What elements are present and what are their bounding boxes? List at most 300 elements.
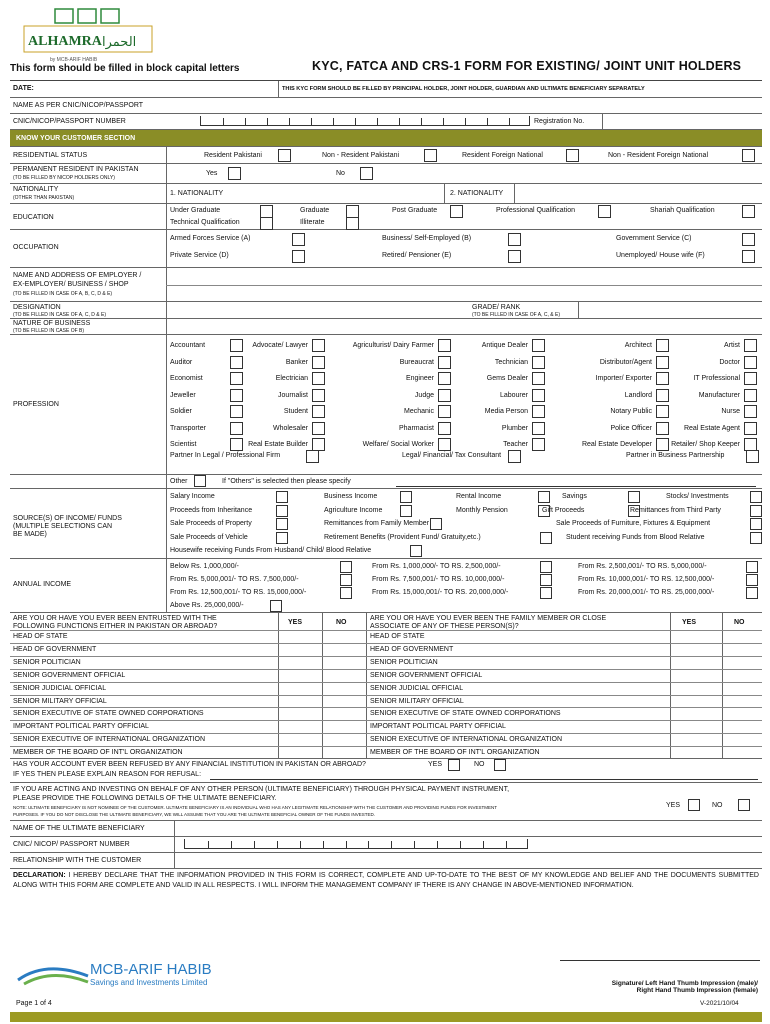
tick-mark	[368, 841, 369, 848]
income-monthly-pension-label: Monthly Pension	[456, 506, 508, 514]
income-agriculture-income-label: Agriculture Income	[324, 506, 383, 514]
non-resident-pakistani-label: Non - Resident Pakistani	[322, 152, 400, 159]
profession-auditor-label: Auditor	[170, 358, 193, 366]
profession-transporter-checkbox[interactable]	[230, 422, 243, 435]
private-service-checkbox[interactable]	[292, 250, 305, 263]
income-stocks-investments-checkbox[interactable]	[750, 491, 762, 503]
pep-row-line	[10, 733, 762, 734]
income-sale-proceeds-of-vehicle-checkbox[interactable]	[276, 532, 288, 544]
footer-bar	[10, 1012, 762, 1022]
annual-income-block	[10, 559, 762, 613]
income-remittances-from-third-party-checkbox[interactable]	[750, 505, 762, 517]
pep-answer-cell[interactable]	[670, 643, 714, 656]
pep-associate-item-label: MEMBER OF THE BOARD OF INT'L ORGANIZATION	[370, 749, 540, 757]
cnic-number-field[interactable]	[200, 116, 530, 126]
annual-income-option-label: From Rs. 2,500,001/- TO RS. 5,000,000/-	[578, 563, 707, 570]
income-label: SOURCE(S) OF INCOME/ FUNDS	[13, 515, 122, 522]
income-student-receiving-funds-from-blood-relative-checkbox[interactable]	[750, 532, 762, 544]
shariah-qualification-checkbox[interactable]	[742, 205, 755, 218]
annual-income-option-checkbox[interactable]	[540, 587, 552, 599]
post-graduate-checkbox[interactable]	[450, 205, 463, 218]
name-label: NAME AS PER CNIC/NICOP/PASSPORT	[13, 102, 144, 109]
profession-economist-label: Economist	[170, 375, 203, 382]
profession-teacher-label: Teacher	[503, 441, 528, 448]
profession-welfare-social-worker-label: Welfare/ Social Worker	[362, 441, 434, 448]
profession-judge-label: Judge	[414, 391, 434, 399]
profession-student-label: Student	[283, 408, 308, 415]
mcb-arif-habib-logo	[16, 958, 236, 988]
partner-business-label: Partner in Business Partnership	[626, 452, 725, 459]
income-sale-proceeds-of-vehicle-label: Sale Proceeds of Vehicle	[170, 533, 248, 541]
tick-mark	[483, 841, 484, 848]
business-label: Business/ Self-Employed (B)	[382, 235, 472, 242]
profession-antique-dealer-label: Antique Dealer	[481, 342, 528, 349]
pep-associate-item-label: SENIOR MILITARY OFFICIAL	[370, 697, 464, 705]
pep-answer-cell[interactable]	[278, 669, 322, 682]
partner-business-checkbox[interactable]	[746, 450, 759, 463]
pep-answer-cell[interactable]	[322, 656, 366, 669]
designation-label: DESIGNATION	[13, 304, 61, 311]
cnic-row[interactable]	[10, 114, 762, 130]
profession-media-person-label: Media Person	[484, 408, 528, 415]
profession-retailer-shop-keeper-checkbox[interactable]	[744, 438, 757, 451]
other-checkbox[interactable]	[194, 475, 206, 487]
alhamra-logo	[10, 6, 160, 66]
professional-qualification-checkbox[interactable]	[598, 205, 611, 218]
profession-scientist-checkbox[interactable]	[230, 438, 243, 451]
annual-income-option-checkbox[interactable]	[340, 561, 352, 573]
refused-question: HAS YOUR ACCOUNT EVER BEEN REFUSED BY ANY FINANCIAL INSTITUTION IN PAKISTAN OR ABROAD?	[13, 761, 366, 768]
ub-name-row[interactable]	[10, 821, 762, 837]
pep-answer-cell[interactable]	[278, 733, 322, 746]
pep-item-label: SENIOR POLITICIAN	[13, 658, 81, 666]
profession-block	[10, 335, 762, 475]
profession-architect-checkbox[interactable]	[656, 339, 669, 352]
behalf-no-label: NO	[712, 802, 723, 809]
designation-row[interactable]	[10, 302, 762, 319]
pep-answer-cell[interactable]	[722, 656, 766, 669]
profession-soldier-checkbox[interactable]	[230, 405, 243, 418]
education-row	[10, 204, 762, 230]
profession-banker-label: Banker	[285, 358, 308, 366]
pep-item-label: SENIOR JUDICIAL OFFICIAL	[13, 684, 107, 692]
profession-artist-checkbox[interactable]	[744, 339, 757, 352]
income-sale-proceeds-of-furniture-fixtures-equipment-checkbox[interactable]	[750, 518, 762, 530]
annual-income-option-checkbox[interactable]	[746, 574, 758, 586]
armed-forces-label: Armed Forces Service (A)	[170, 235, 251, 242]
profession-mechanic-checkbox[interactable]	[438, 405, 451, 418]
pep-answer-cell[interactable]	[278, 695, 322, 708]
pep-block	[10, 613, 762, 759]
profession-antique-dealer-checkbox[interactable]	[532, 339, 545, 352]
profession-journalist-label: Journalist	[278, 391, 308, 399]
tick-mark	[208, 841, 209, 848]
employer-label: NAME AND ADDRESS OF EMPLOYER /	[13, 272, 142, 279]
signature-line[interactable]	[560, 960, 760, 961]
non-resident-foreign-checkbox[interactable]	[742, 149, 755, 162]
pep-answer-cell[interactable]	[278, 746, 322, 759]
pep-answer-cell[interactable]	[670, 720, 714, 733]
tick-mark	[254, 841, 255, 848]
pep-answer-cell[interactable]	[278, 630, 322, 643]
ub-cnic-row[interactable]	[10, 837, 762, 853]
profession-police-officer-checkbox[interactable]	[656, 422, 669, 435]
logo-tagline: by MCB-ARIF HABIB	[50, 57, 98, 63]
pep-associate-item-label: HEAD OF GOVERNMENT	[370, 645, 454, 653]
pep-question-1b: FOLLOWING FUNCTIONS EITHER IN PAKISTAN OR ABROAD?	[13, 623, 218, 630]
profession-landlord-label: Landlord	[624, 391, 652, 399]
fill-note: This form should be filled in block capital letters	[10, 63, 240, 74]
annual-income-above-checkbox[interactable]	[270, 600, 282, 612]
nationality-row	[10, 184, 762, 204]
refused-reason-label: IF YES THEN PLEASE EXPLAIN REASON FOR REFUSAL:	[13, 771, 202, 778]
profession-bureaucrat-checkbox[interactable]	[438, 356, 451, 369]
income-retirement-benefits-provident-fund-gratuity-etc-label: Retirement Benefits (Provident Fund/ Gratuity,etc.)	[324, 533, 481, 541]
profession-distributor-agent-checkbox[interactable]	[656, 356, 669, 369]
legal-consultant-checkbox[interactable]	[508, 450, 521, 463]
pep-item-label: HEAD OF STATE	[13, 633, 68, 640]
illiterate-checkbox[interactable]	[346, 217, 359, 230]
pep-answer-cell[interactable]	[278, 682, 322, 695]
tick-mark	[311, 118, 312, 125]
annual-income-option-label: From Rs. 7,500,001/- TO RS. 10,000,000/-	[372, 576, 505, 583]
pep-question-2b: ASSOCIATE OF ANY OF THESE PERSON(S)?	[370, 623, 519, 630]
profession-advocate-lawyer-checkbox[interactable]	[312, 339, 325, 352]
profession-nurse-checkbox[interactable]	[744, 405, 757, 418]
pep-answer-cell[interactable]	[722, 630, 766, 643]
income-business-income-label: Business Income	[324, 493, 378, 500]
pep-divider	[366, 613, 367, 758]
nationality-sub: (OTHER THAN PAKISTAN)	[13, 195, 75, 201]
income-sale-proceeds-of-property-label: Sale Proceeds of Property	[170, 520, 252, 527]
income-label-3: BE MADE)	[13, 531, 47, 538]
permanent-no-label: No	[336, 170, 345, 177]
income-salary-income-label: Salary Income	[170, 493, 215, 500]
annual-income-option-checkbox[interactable]	[540, 561, 552, 573]
pep-answer-cell[interactable]	[322, 682, 366, 695]
annual-income-above-label: Above Rs. 25,000,000/-	[170, 602, 244, 609]
name-row[interactable]	[10, 98, 762, 114]
other-label: Other	[170, 478, 188, 485]
pep-answer-cell[interactable]	[322, 630, 366, 643]
pep-answer-cell[interactable]	[322, 707, 366, 720]
behalf-question: IF YOU ARE ACTING AND INVESTING ON BEHALF OF ANY OTHER PERSON (ULTIMATE BENEFICIARY) THROUGH PHYSICAL PAYMENT INSTRUMENT,	[13, 786, 510, 793]
technical-qualification-checkbox[interactable]	[260, 217, 273, 230]
behalf-yes-checkbox[interactable]	[688, 799, 700, 811]
ub-cnic-label: CNIC/ NICOP/ PASSPORT NUMBER	[13, 841, 130, 848]
behalf-no-checkbox[interactable]	[738, 799, 750, 811]
page-number: Page 1 of 4	[16, 1000, 52, 1007]
profession-transporter-label: Transporter	[170, 424, 206, 432]
profession-gems-dealer-checkbox[interactable]	[532, 372, 545, 385]
profession-economist-checkbox[interactable]	[230, 372, 243, 385]
pep-answer-cell[interactable]	[722, 746, 766, 759]
income-business-income-checkbox[interactable]	[400, 491, 412, 503]
pep-answer-cell[interactable]	[722, 733, 766, 746]
permanent-no-checkbox[interactable]	[360, 167, 373, 180]
pep-answer-cell[interactable]	[670, 669, 714, 682]
tick-mark	[323, 841, 324, 848]
profession-notary-public-checkbox[interactable]	[656, 405, 669, 418]
tick-mark	[391, 841, 392, 848]
pep-answer-cell[interactable]	[278, 720, 322, 733]
profession-welfare-social-worker-checkbox[interactable]	[438, 438, 451, 451]
profession-real-estate-developer-checkbox[interactable]	[656, 438, 669, 451]
permanent-row	[10, 164, 762, 184]
tick-mark	[333, 118, 334, 125]
profession-technician-checkbox[interactable]	[532, 356, 545, 369]
ub-cnic-field[interactable]	[184, 839, 528, 849]
profession-mechanic-label: Mechanic	[404, 408, 434, 415]
profession-pharmacist-checkbox[interactable]	[438, 422, 451, 435]
ub-relationship-row[interactable]	[10, 853, 762, 869]
profession-journalist-checkbox[interactable]	[312, 389, 325, 402]
ub-relationship-label: RELATIONSHIP WITH THE CUSTOMER	[13, 857, 142, 864]
logo-text: ALHAMRA	[28, 34, 102, 49]
tick-mark	[414, 841, 415, 848]
residential-label: RESIDENTIAL STATUS	[13, 152, 88, 159]
permanent-yes-checkbox[interactable]	[228, 167, 241, 180]
refusal-reason-line[interactable]	[210, 779, 758, 780]
income-sale-proceeds-of-property-checkbox[interactable]	[276, 518, 288, 530]
annual-income-option-checkbox[interactable]	[746, 587, 758, 599]
pep-answer-cell[interactable]	[670, 746, 714, 759]
annual-income-option-checkbox[interactable]	[340, 587, 352, 599]
legal-consultant-label: Legal/ Financial/ Tax Consultant	[402, 452, 502, 459]
profession-real-estate-builder-label: Real Estate Builder	[248, 441, 308, 448]
pep-row-line	[10, 695, 762, 696]
graduate-label: Graduate	[300, 207, 330, 214]
occupation-label: OCCUPATION	[13, 244, 59, 251]
profession-student-checkbox[interactable]	[312, 405, 325, 418]
profession-scientist-label: Scientist	[170, 441, 197, 448]
refused-yes-checkbox[interactable]	[448, 759, 460, 771]
refused-no-checkbox[interactable]	[494, 759, 506, 771]
tick-mark	[399, 118, 400, 125]
government-service-checkbox[interactable]	[742, 233, 755, 246]
brand-name: MCB-ARIF HABIB	[90, 961, 212, 978]
profession-architect-label: Architect	[624, 342, 652, 349]
pep-answer-cell[interactable]	[722, 707, 766, 720]
income-salary-income-checkbox[interactable]	[276, 491, 288, 503]
profession-jeweller-checkbox[interactable]	[230, 389, 243, 402]
profession-importer-exporter-label: Importer/ Exporter	[595, 375, 652, 382]
pep-answer-cell[interactable]	[322, 720, 366, 733]
kyc-section-header	[10, 130, 762, 147]
profession-real-estate-agent-label: Real Estate Agent	[683, 424, 740, 432]
profession-judge-checkbox[interactable]	[438, 389, 451, 402]
date-note: THIS KYC FORM SHOULD BE FILLED BY PRINCIPAL HOLDER, JOINT HOLDER, GUARDIAN AND ULTIMATE BENEFICIARY SEPARATELY	[282, 86, 645, 92]
pep-answer-cell[interactable]	[322, 746, 366, 759]
nature-row[interactable]	[10, 319, 762, 335]
profession-manufacturer-checkbox[interactable]	[744, 389, 757, 402]
pep-answer-cell[interactable]	[670, 630, 714, 643]
declaration-head: DECLARATION:	[13, 872, 66, 879]
annual-income-option-label: From Rs. 15,000,001/- TO RS. 20,000,000/-	[372, 589, 509, 596]
pep-answer-cell[interactable]	[670, 695, 714, 708]
profession-electrician-checkbox[interactable]	[312, 372, 325, 385]
pep-answer-cell[interactable]	[722, 682, 766, 695]
date-row	[10, 81, 762, 98]
pep-answer-cell[interactable]	[278, 656, 322, 669]
profession-real-estate-builder-checkbox[interactable]	[312, 438, 325, 451]
declaration	[10, 869, 762, 899]
resident-foreign-label: Resident Foreign National	[462, 152, 543, 159]
tick-mark	[245, 118, 246, 125]
profession-engineer-checkbox[interactable]	[438, 372, 451, 385]
pep-header-line	[10, 630, 762, 631]
annual-income-option-checkbox[interactable]	[340, 574, 352, 586]
employer-label-2: EX-EMPLOYER/ BUSINESS / SHOP	[13, 281, 129, 288]
pep-associate-item-label: SENIOR GOVERNMENT OFFICIAL	[370, 671, 483, 679]
pep-answer-cell[interactable]	[722, 643, 766, 656]
profession-landlord-checkbox[interactable]	[656, 389, 669, 402]
profession-it-professional-label: IT Professional	[693, 375, 740, 382]
signature-label	[540, 980, 758, 994]
profession-agriculturist-dairy-farmer-checkbox[interactable]	[438, 339, 451, 352]
pep-associate-item-label: SENIOR JUDICIAL OFFICIAL	[370, 684, 464, 692]
profession-auditor-checkbox[interactable]	[230, 356, 243, 369]
income-savings-label: Savings	[562, 493, 587, 500]
annual-income-option-checkbox[interactable]	[746, 561, 758, 573]
profession-doctor-label: Doctor	[719, 358, 740, 366]
profession-labourer-checkbox[interactable]	[532, 389, 545, 402]
pep-answer-cell[interactable]	[670, 733, 714, 746]
behalf-question-2: PLEASE PROVIDE THE FOLLOWING DETAILS OF THE ULTIMATE BENEFICIARY.	[13, 795, 277, 802]
income-savings-checkbox[interactable]	[628, 491, 640, 503]
income-housewife-checkbox[interactable]	[410, 545, 422, 557]
pep-answer-cell[interactable]	[278, 643, 322, 656]
pep-answer-cell[interactable]	[670, 707, 714, 720]
annual-income-option-checkbox[interactable]	[540, 574, 552, 586]
permanent-yes-label: Yes	[206, 170, 218, 177]
other-note: If "Others" is selected then please specify	[222, 478, 351, 485]
income-stocks-investments-label: Stocks/ Investments	[666, 493, 729, 500]
pep-row-line	[10, 682, 762, 683]
tick-mark	[377, 118, 378, 125]
pep-item-label: SENIOR EXECUTIVE OF INTERNATIONAL ORGANIZATION	[13, 736, 206, 744]
income-remittances-from-third-party-label: Remittances from Third Party	[630, 506, 721, 514]
nationality-1-label: 1. NATIONALITY	[170, 190, 224, 197]
pep-answer-cell[interactable]	[278, 707, 322, 720]
profession-labourer-label: Labourer	[499, 391, 528, 399]
tick-mark	[443, 118, 444, 125]
tick-mark	[223, 118, 224, 125]
business-checkbox[interactable]	[508, 233, 521, 246]
under-graduate-label: Under Graduate	[170, 207, 221, 214]
pep-question-1: ARE YOU OR HAVE YOU EVER BEEN ENTRUSTED WITH THE	[13, 615, 217, 622]
brand-sub: Savings and Investments Limited	[90, 978, 208, 987]
pep-answer-cell[interactable]	[722, 695, 766, 708]
pep-item-label: IMPORTANT POLITICAL PARTY OFFICIAL	[13, 723, 149, 731]
profession-media-person-checkbox[interactable]	[532, 405, 545, 418]
retired-checkbox[interactable]	[508, 250, 521, 263]
profession-engineer-label: Engineer	[405, 375, 434, 382]
nationality-label: NATIONALITY	[13, 186, 59, 193]
armed-forces-checkbox[interactable]	[292, 233, 305, 246]
pep-associate-item-label: IMPORTANT POLITICAL PARTY OFFICIAL	[370, 723, 506, 731]
unemployed-checkbox[interactable]	[742, 250, 755, 263]
nature-label: NATURE OF BUSINESS	[13, 320, 91, 327]
pep-answer-cell[interactable]	[670, 656, 714, 669]
non-resident-pakistani-checkbox[interactable]	[424, 149, 437, 162]
government-service-label: Government Service (C)	[616, 235, 692, 242]
profession-real-estate-agent-checkbox[interactable]	[744, 422, 757, 435]
profession-nurse-label: Nurse	[721, 408, 740, 415]
pep-item-label: SENIOR GOVERNMENT OFFICIAL	[13, 671, 126, 679]
pep-answer-cell[interactable]	[322, 695, 366, 708]
employer-row[interactable]	[10, 268, 762, 302]
pep-no-header: NO	[734, 619, 745, 626]
income-remittances-from-family-member-checkbox[interactable]	[430, 518, 442, 530]
tick-mark	[487, 118, 488, 125]
other-specify-line[interactable]	[396, 486, 756, 487]
profession-manufacturer-label: Manufacturer	[698, 391, 740, 399]
form-version: V-2021/10/04	[700, 1000, 739, 1007]
tick-mark	[421, 118, 422, 125]
tick-mark	[465, 118, 466, 125]
grade-sub: (TO BE FILLED IN CASE OF A, C, & E)	[472, 312, 560, 318]
income-rental-income-checkbox[interactable]	[538, 491, 550, 503]
profession-retailer-shop-keeper-label: Retailer/ Shop Keeper	[671, 441, 740, 448]
annual-income-option-label: From Rs. 5,000,001/- TO RS. 7,500,000/-	[170, 576, 299, 583]
residential-row	[10, 147, 762, 164]
profession-plumber-checkbox[interactable]	[532, 422, 545, 435]
private-service-label: Private Service (D)	[170, 252, 229, 259]
partner-legal-checkbox[interactable]	[306, 450, 319, 463]
profession-doctor-checkbox[interactable]	[744, 356, 757, 369]
profession-distributor-agent-label: Distributor/Agent	[599, 358, 652, 366]
profession-wholesaler-checkbox[interactable]	[312, 422, 325, 435]
pep-answer-cell[interactable]	[722, 720, 766, 733]
refused-yes-label: YES	[428, 761, 443, 768]
pep-answer-cell[interactable]	[322, 733, 366, 746]
pep-answer-cell[interactable]	[322, 643, 366, 656]
grade-label: GRADE/ RANK	[472, 304, 521, 311]
pep-answer-cell[interactable]	[722, 669, 766, 682]
shariah-qualification-label: Shariah Qualification	[650, 207, 715, 214]
profession-it-professional-checkbox[interactable]	[744, 372, 757, 385]
pep-item-label: SENIOR MILITARY OFFICIAL	[13, 697, 107, 705]
income-remittances-from-family-member-label: Remittances from Family Member	[324, 520, 430, 527]
pep-row-line	[10, 720, 762, 721]
income-proceeds-from-inheritance-checkbox[interactable]	[276, 505, 288, 517]
pep-answer-cell[interactable]	[322, 669, 366, 682]
annual-income-option-label: Below Rs. 1,000,000/-	[170, 563, 239, 570]
profession-advocate-lawyer-label: Advocate/ Lawyer	[252, 342, 308, 349]
profession-importer-exporter-checkbox[interactable]	[656, 372, 669, 385]
behalf-yes-label: YES	[666, 802, 681, 809]
behalf-note: NOTE: ULTIMATE BENEFICIARY IS NOT NOMINEE OF THE CUSTOMER. ULTIMATE BENEFICIARY IS AN INDIVIDUAL WHO HAS ANY LEGITIMATE RELATIONSHIP WITH THE CUSTOMER AND PROVIDING FUNDS FOR INVESTMENT	[13, 805, 497, 810]
profession-real-estate-developer-label: Real Estate Developer	[581, 441, 652, 448]
tick-mark	[460, 841, 461, 848]
income-block	[10, 489, 762, 559]
pep-item-label: SENIOR EXECUTIVE OF STATE OWNED CORPORATIONS	[13, 710, 204, 718]
profession-banker-checkbox[interactable]	[312, 356, 325, 369]
technical-qualification-label: Technical Qualification	[170, 219, 240, 226]
profession-accountant-checkbox[interactable]	[230, 339, 243, 352]
pep-associate-item-label: HEAD OF STATE	[370, 633, 425, 640]
annual-income-option-label: From Rs. 12,500,001/- TO RS. 15,000,000/-	[170, 589, 307, 596]
resident-foreign-checkbox[interactable]	[566, 149, 579, 162]
resident-pakistani-checkbox[interactable]	[278, 149, 291, 162]
annual-income-option-label: From Rs. 20,000,001/- TO RS. 25,000,000/-	[578, 589, 715, 596]
income-agriculture-income-checkbox[interactable]	[400, 505, 412, 517]
profession-teacher-checkbox[interactable]	[532, 438, 545, 451]
pep-answer-cell[interactable]	[670, 682, 714, 695]
pep-associate-item-label: SENIOR POLITICIAN	[370, 658, 438, 666]
income-retirement-benefits-provident-fund-gratuity-etc-checkbox[interactable]	[540, 532, 552, 544]
